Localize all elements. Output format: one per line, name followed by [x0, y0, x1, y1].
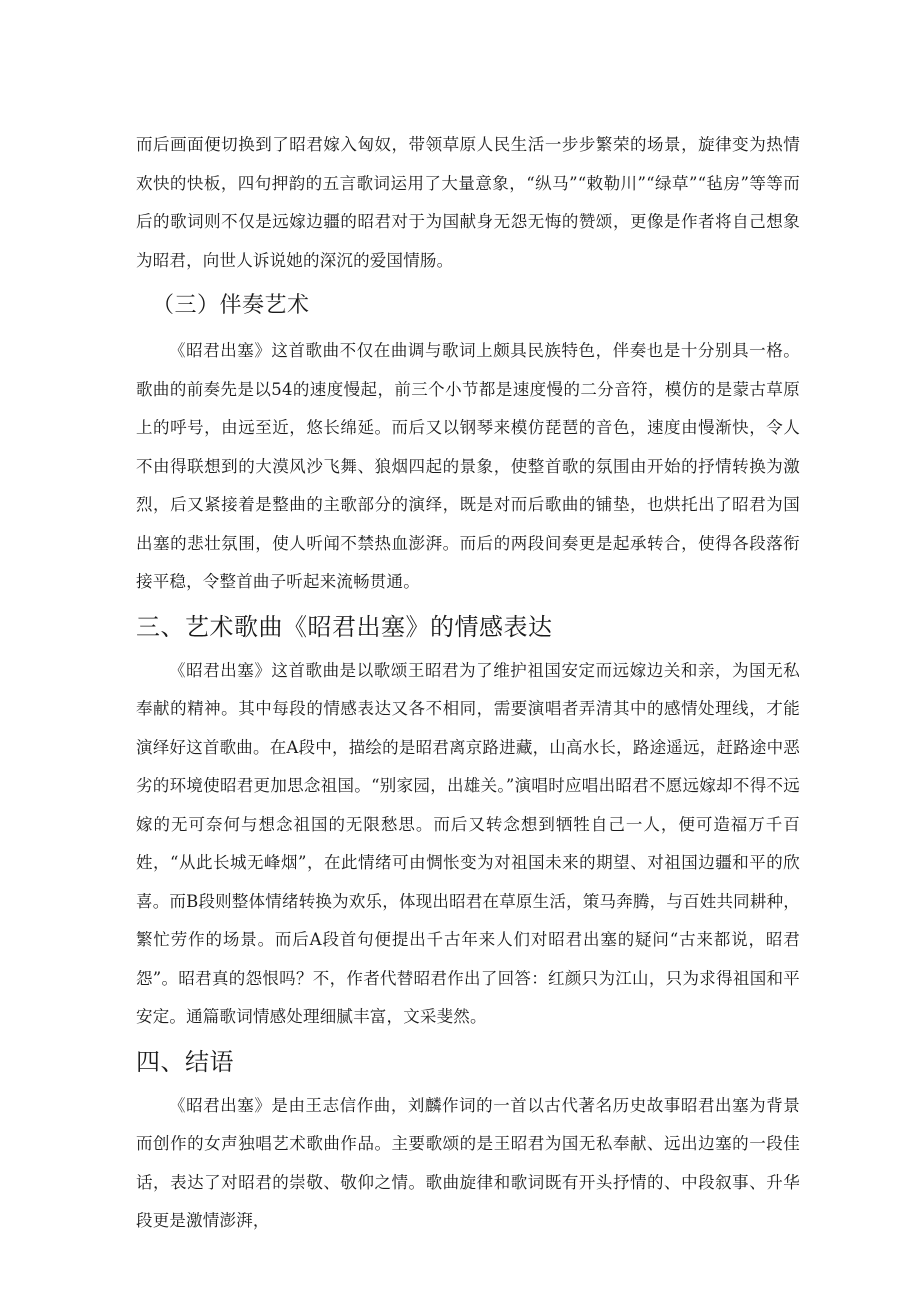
section-heading-accompaniment: （三）伴奏艺术	[152, 293, 310, 318]
chapter-heading-conclusion: 四、结语	[136, 1047, 234, 1076]
chapter-heading-emotion: 三、艺术歌曲《昭君出塞》的情感表达	[136, 612, 553, 641]
paragraph-kuaiban-description: 而后画面便切换到了昭君嫁入匈奴，带领草原人民生活一步步繁荣的场景，旋律变为热情欢快的快板，四句押韵的五言歌词运用了大量意象，“纵马”“敕勒川”“绿草”“毡房”等等而后的歌词则不仅是远嫁边疆的昭君对于为国献身无怨无悔的赞颂，更像是作者将自己想象为昭君，向世人诉说她的深沉的爱国情肠。	[136, 135, 800, 270]
paragraph-accompaniment: 《昭君出塞》这首歌曲不仅在曲调与歌词上颇具民族特色，伴奏也是十分别具一格。歌曲的前奏先是以54的速度慢起，前三个小节都是速度慢的二分音符，模仿的是蒙古草原上的呼号，由远至近，悠长绵延。而后又以钢琴来模仿琵琶的音色，速度由慢渐快，令人不由得联想到的大漠风沙飞舞、狼烟四起的景象，使整首歌的氛围由开始的抒情转换为激烈，后又紧接着是整曲的主歌部分的演绎，既是对而后歌曲的铺垫，也烘托出了昭君为国出塞的悲壮氛围，使人听闻不禁热血澎湃。而后的两段间奏更是起承转合，使得各段落衔接平稳，令整首曲子听起来流畅贯通。	[136, 341, 800, 591]
paragraph-emotion: 《昭君出塞》这首歌曲是以歌颂王昭君为了维护祖国安定而远嫁边关和亲，为国无私奉献的精神。其中每段的情感表达又各不相同，需要演唱者弄清其中的感情处理线，才能演绎好这首歌曲。在A段中，描绘的是昭君离京路进藏，山高水长，路途遥远，赶路途中恶劣的环境使昭君更加思念祖国。“别家园，出雄关。”演唱时应唱出昭君不愿远嫁却不得不远嫁的无可奈何与想念祖国的无限愁思。而后又转念想到牺牲自己一人，便可造福万千百姓，“从此长城无峰烟”，在此情绪可由惆怅变为对祖国未来的期望、对祖国边疆和平的欣喜。而B段则整体情绪转换为欢乐，体现出昭君在草原生活，策马奔腾，与百姓共同耕种，繁忙劳作的场景。而后A段首句便提出千古年来人们对昭君出塞的疑问“古来都说，昭君怨”。昭君真的怨恨吗？不，作者代替昭君作出了回答：红颜只为江山，只为求得祖国和平安定。通篇歌词情感处理细腻丰富，文采斐然。	[136, 660, 800, 1026]
paragraph-conclusion: 《昭君出塞》是由王志信作曲，刘麟作词的一首以古代著名历史故事昭君出塞为背景而创作的女声独唱艺术歌曲作品。主要歌颂的是王昭君为国无私奉献、远出边塞的一段佳话，表达了对昭君的崇敬、敬仰之情。歌曲旋律和歌词既有开头抒情的、中段叙事、升华段更是激情澎湃，	[136, 1095, 800, 1230]
document-body	[136, 126, 800, 1241]
